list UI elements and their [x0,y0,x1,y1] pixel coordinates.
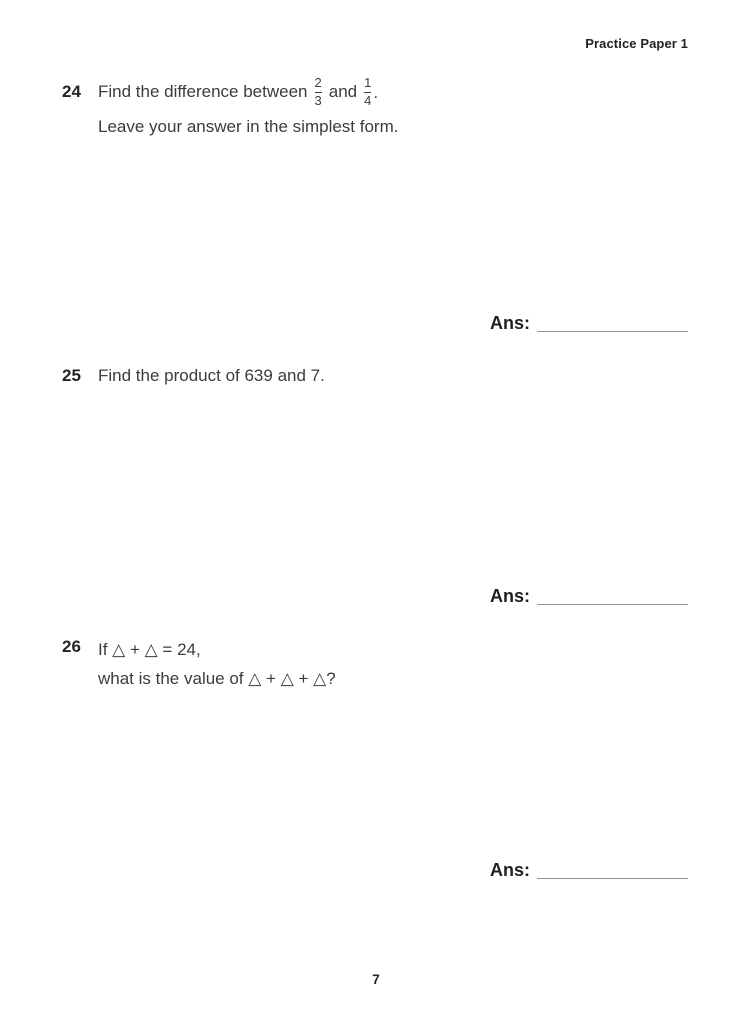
question-26-line1: If △ + △ = 24, [98,640,201,659]
fraction-denominator: 3 [314,92,322,108]
question-26 [62,635,336,693]
question-24-body [98,72,398,139]
fraction-numerator: 1 [364,74,372,90]
answer-block-25 [490,585,688,608]
fraction-numerator: 2 [314,74,322,90]
answer-block-26 [490,859,688,882]
answer-blank-line [537,604,688,605]
fraction-one-fourth [364,76,371,109]
fraction-denominator: 4 [364,92,372,108]
question-24-line1 [98,72,398,112]
answer-label: Ans: [490,860,530,880]
question-24-text-mid: and [328,82,358,101]
question-24-text-before: Find the difference between [98,82,308,101]
question-25 [62,364,325,388]
answer-blank-line [537,878,688,879]
question-25-line1: Find the product of 639 and 7. [98,366,325,385]
question-24-line2: Leave your answer in the simplest form. [98,117,399,136]
page-header [585,36,688,51]
fraction-two-thirds [315,76,322,109]
question-26-body [98,635,336,693]
question-24-number: 24 [62,82,81,101]
page-number: 7 [372,972,380,987]
answer-label: Ans: [490,313,530,333]
page-footer [0,972,752,987]
question-25-number: 25 [62,366,81,385]
answer-label: Ans: [490,586,530,606]
answer-block-24 [490,312,688,335]
question-26-number: 26 [62,637,81,656]
question-24 [62,72,398,139]
question-26-line2: what is the value of △ + △ + △? [98,669,336,688]
question-24-period: . [373,83,379,102]
paper-title: Practice Paper 1 [585,36,688,51]
question-25-body [98,364,325,388]
answer-blank-line [537,331,688,332]
